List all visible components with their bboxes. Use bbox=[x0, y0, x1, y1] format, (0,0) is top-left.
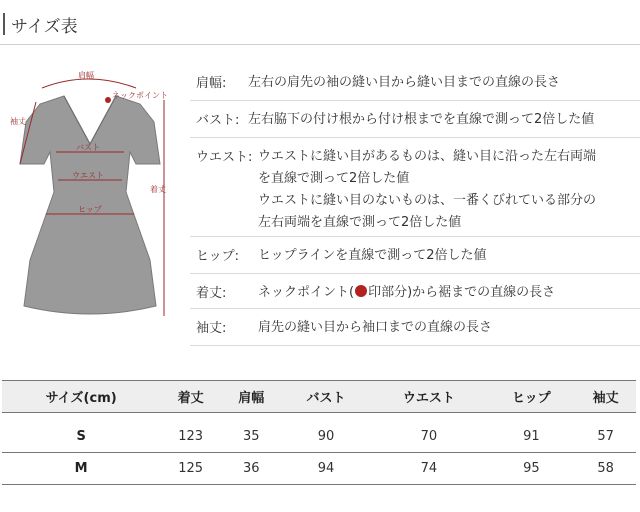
definition-line: ウエストに縫い目があるものは、縫い目に沿った左右両端 bbox=[258, 149, 597, 164]
header-cell: 着丈 bbox=[160, 381, 221, 413]
definition-line: ウエストに縫い目のないものは、一番くびれている部分の bbox=[258, 193, 597, 208]
label-shoulder: 肩幅 bbox=[78, 71, 94, 80]
header-cell: 肩幅 bbox=[221, 381, 282, 413]
definition-row-shoulder bbox=[190, 64, 640, 101]
page-title: サイズ表 bbox=[11, 17, 78, 37]
table-row bbox=[2, 453, 636, 485]
definition-term: 袖丈: bbox=[196, 321, 227, 336]
label-neck-point: ネックポイント bbox=[112, 91, 168, 100]
size-table bbox=[2, 380, 636, 485]
definition-row-waist bbox=[190, 138, 640, 237]
definition-text-after-dot: 印部分)から裾までの直線の長さ bbox=[368, 285, 556, 300]
definition-text: ヒップラインを直線で測って2倍した値 bbox=[258, 248, 487, 263]
title-divider bbox=[0, 44, 640, 45]
definition-row-bust bbox=[190, 101, 640, 138]
dress-diagram bbox=[0, 60, 178, 322]
measurement-definitions bbox=[190, 64, 640, 346]
label-hip: ヒップ bbox=[78, 205, 102, 214]
table-cell: 123 bbox=[160, 421, 221, 453]
definition-line: を直線で測って2倍した値 bbox=[258, 171, 410, 186]
title-bar bbox=[0, 8, 640, 40]
label-length: 着丈 bbox=[150, 185, 166, 194]
table-cell: 94 bbox=[282, 453, 371, 485]
table-cell: 57 bbox=[575, 421, 636, 453]
table-cell: 95 bbox=[487, 453, 575, 485]
title-accent-bar bbox=[3, 13, 5, 35]
definition-row-hip bbox=[190, 237, 640, 274]
table-cell: 35 bbox=[221, 421, 282, 453]
header-cell: 袖丈 bbox=[575, 381, 636, 413]
definition-term: 肩幅: bbox=[196, 76, 227, 91]
table-cell: 58 bbox=[575, 453, 636, 485]
definition-text bbox=[258, 146, 640, 234]
label-sleeve: 袖丈 bbox=[10, 117, 26, 126]
table-cell: 91 bbox=[487, 421, 575, 453]
table-cell: 36 bbox=[221, 453, 282, 485]
definition-text: 左右脇下の付け根から付け根までを直線で測って2倍した値 bbox=[248, 112, 595, 127]
table-cell: 125 bbox=[160, 453, 221, 485]
definition-text-before-dot: ネックポイント( bbox=[258, 285, 355, 300]
definition-term: バスト: bbox=[196, 113, 240, 128]
definition-line: 左右両端を直線で測って2倍した値 bbox=[258, 215, 462, 230]
table-cell: 74 bbox=[370, 453, 487, 485]
table-row bbox=[2, 421, 636, 453]
definition-row-length bbox=[190, 274, 640, 309]
definition-term: 着丈: bbox=[196, 286, 227, 301]
header-cell: サイズ(cm) bbox=[2, 381, 160, 413]
definition-text: 左右の肩先の袖の縫い目から縫い目までの直線の長さ bbox=[248, 75, 561, 90]
size-table-header bbox=[2, 381, 636, 413]
size-label-cell: M bbox=[2, 453, 160, 485]
header-cell: バスト bbox=[282, 381, 371, 413]
definition-term: ヒップ: bbox=[196, 249, 239, 264]
neck-point-marker bbox=[105, 97, 111, 103]
definition-term: ウエスト: bbox=[196, 150, 253, 165]
red-dot-icon bbox=[355, 285, 367, 297]
table-spacer bbox=[2, 413, 636, 422]
table-cell: 90 bbox=[282, 421, 371, 453]
definition-text: 肩先の縫い目から袖口までの直線の長さ bbox=[258, 320, 493, 335]
label-waist: ウエスト bbox=[72, 171, 104, 180]
table-cell: 70 bbox=[370, 421, 487, 453]
definition-text bbox=[258, 282, 640, 304]
label-bust: バスト bbox=[76, 143, 100, 152]
size-label-cell: S bbox=[2, 421, 160, 453]
header-cell: ウエスト bbox=[370, 381, 487, 413]
header-cell: ヒップ bbox=[487, 381, 575, 413]
definition-row-sleeve bbox=[190, 309, 640, 346]
